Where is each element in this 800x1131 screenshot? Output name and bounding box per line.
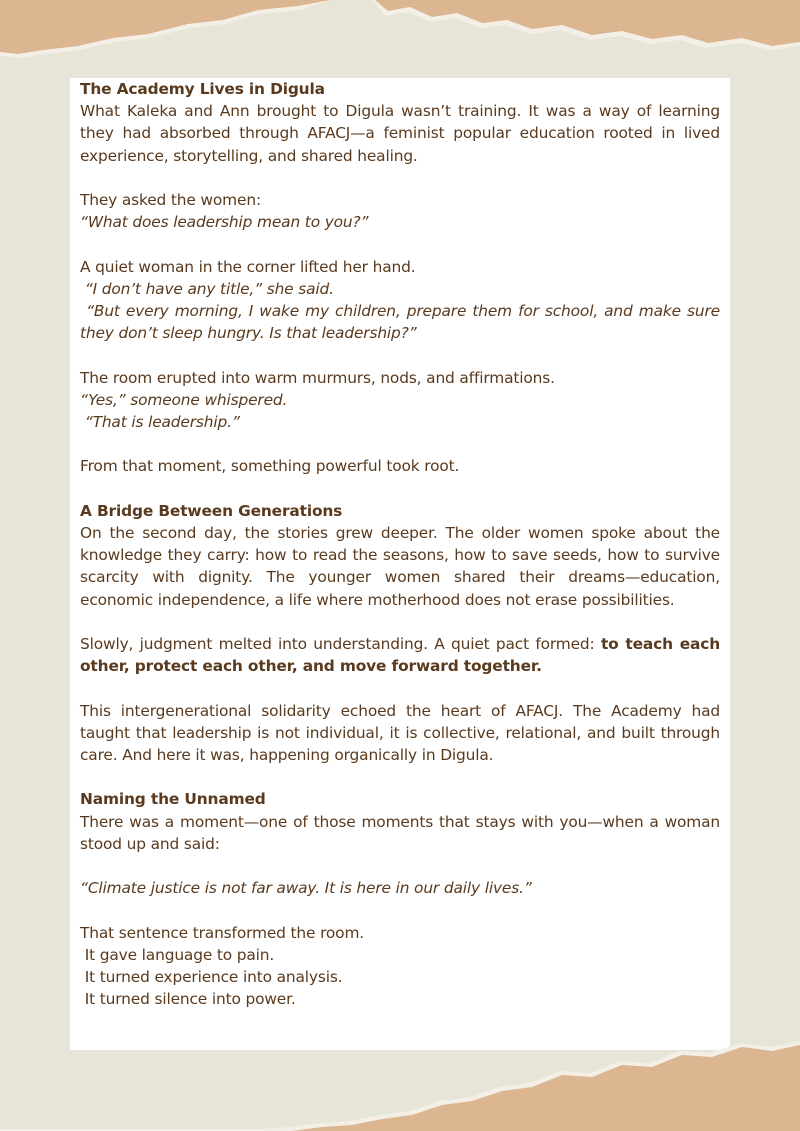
article-content <box>80 78 725 1010</box>
pact-bold-text: to teach each other, protect each other, and move forward together. <box>80 634 720 676</box>
article-sheet <box>70 78 730 1050</box>
that-is-leadership: “That is leadership.” <box>80 413 240 431</box>
solidarity-paragraph: This intergenerational solidarity echoed the heart of AFACJ. The Academy had taught that leadership is not individual, it is collective, relational, and built through care. And here it was, happening organically in Digula. <box>80 701 720 764</box>
closing-line-1: That sentence transformed the room. <box>80 923 365 942</box>
took-root-line: From that moment, something powerful took root. <box>80 457 460 476</box>
morning-quote: “But every morning, I wake my children, prepare them for school, and make sure they don’t sleep hungry. Is that leadership?” <box>80 302 725 343</box>
closing-line-3: It turned experience into analysis. <box>80 967 343 986</box>
second-day-paragraph: On the second day, the stories grew deeper. The older women spoke about the knowledge they carry: how to read the seasons, how to save seeds, how to survive scarcity with dignity. The younger women shared their dreams—education, economic independence, a life where motherhood does not erase possibilities. <box>80 523 720 609</box>
room-erupted-line: The room erupted into warm murmurs, nods, and affirmations. <box>80 368 555 387</box>
asked-line: They asked the women: <box>80 191 261 209</box>
closing-line-2: It gave language to pain. <box>80 945 275 964</box>
pact-text: Slowly, judgment melted into understanding. A quiet pact formed: <box>80 634 601 653</box>
section-heading-academy: The Academy Lives in Digula <box>80 80 325 98</box>
leadership-question: “What does leadership mean to you?” <box>80 213 369 232</box>
closing-line-4: It turned silence into power. <box>80 990 296 1009</box>
moment-paragraph: There was a moment—one of those moments that stays with you—when a woman stood up and said: <box>80 812 720 853</box>
torn-paper-top-decoration <box>0 0 800 70</box>
intro-paragraph: What Kaleka and Ann brought to Digula wasn’t training. It was a way of learning they had absorbed through AFACJ—a feminist popular education rooted in lived experience, storytelling, and shared healing. <box>80 102 720 165</box>
climate-justice-quote: “Climate justice is not far away. It is here in our daily lives.” <box>80 879 532 898</box>
section-heading-bridge: A Bridge Between Generations <box>80 501 343 520</box>
pact-paragraph <box>80 633 720 677</box>
torn-paper-bottom-decoration <box>0 1041 800 1131</box>
section-heading-naming: Naming the Unnamed <box>80 790 266 809</box>
quiet-woman-line: A quiet woman in the corner lifted her hand. <box>80 257 416 276</box>
yes-whisper: “Yes,” someone whispered. <box>80 390 288 409</box>
title-quote: “I don’t have any title,” she said. <box>80 279 334 298</box>
